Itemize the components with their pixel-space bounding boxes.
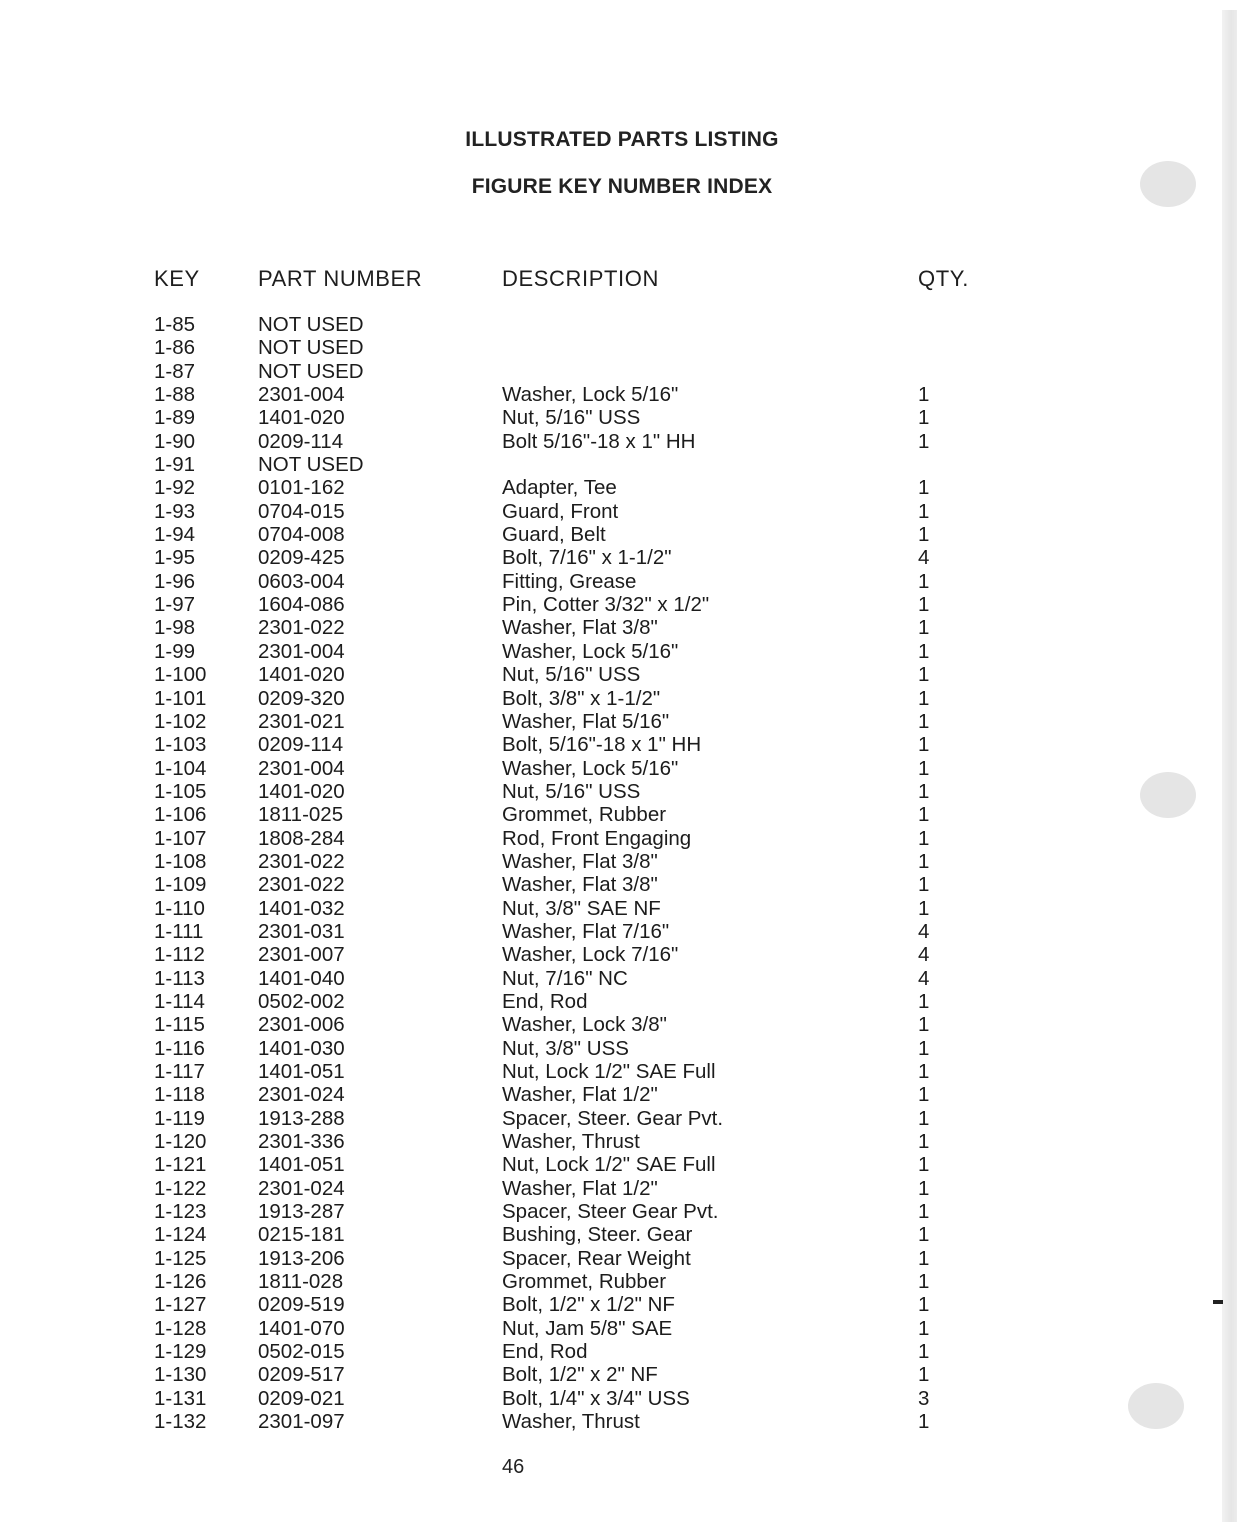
cell-key: 1-90 <box>154 429 196 453</box>
cell-description: Fitting, Grease <box>502 569 637 593</box>
punch-hole-middle <box>1140 772 1196 818</box>
cell-description: Pin, Cotter 3/32" x 1/2" <box>502 593 710 617</box>
cell-qty: 1 <box>918 733 930 757</box>
cell-key: 1-129 <box>154 1340 207 1364</box>
table-row <box>0 1387 1100 1410</box>
cell-key: 1-106 <box>154 803 207 827</box>
cell-qty: 1 <box>918 1200 930 1224</box>
table-row <box>0 1083 1100 1106</box>
cell-part-number: NOT USED <box>258 336 364 360</box>
cell-part-number: 1913-206 <box>258 1246 345 1270</box>
cell-qty: 1 <box>918 803 930 827</box>
table-row <box>0 1340 1100 1363</box>
table-row <box>0 1363 1100 1386</box>
cell-qty: 1 <box>918 1363 930 1387</box>
cell-description: Grommet, Rubber <box>502 1270 667 1294</box>
table-row <box>0 640 1100 663</box>
cell-part-number: 0704-015 <box>258 499 345 523</box>
cell-qty: 1 <box>918 779 930 803</box>
cell-description: Nut, 5/16" USS <box>502 406 641 430</box>
cell-key: 1-97 <box>154 593 196 617</box>
cell-key: 1-94 <box>154 523 196 547</box>
cell-description: Washer, Flat 1/2" <box>502 1083 658 1107</box>
cell-description: Bolt, 1/2" x 1/2" NF <box>502 1293 675 1317</box>
cell-description: End, Rod <box>502 989 588 1013</box>
cell-key: 1-114 <box>154 989 205 1013</box>
cell-key: 1-110 <box>154 896 205 920</box>
cell-key: 1-109 <box>154 873 207 897</box>
cell-part-number: 2301-004 <box>258 639 345 663</box>
cell-part-number: 2301-031 <box>258 919 345 943</box>
cell-qty: 1 <box>918 569 930 593</box>
cell-key: 1-125 <box>154 1246 207 1270</box>
table-row <box>0 873 1100 896</box>
cell-description: Bolt, 1/4" x 3/4" USS <box>502 1386 690 1410</box>
cell-description: Washer, Lock 5/16" <box>502 756 679 780</box>
cell-part-number: 0209-425 <box>258 546 345 570</box>
cell-part-number: 0209-519 <box>258 1293 345 1317</box>
cell-key: 1-115 <box>154 1013 205 1037</box>
table-row <box>0 360 1100 383</box>
table-row <box>0 1153 1100 1176</box>
cell-description: Adapter, Tee <box>502 476 617 500</box>
cell-key: 1-111 <box>154 919 204 943</box>
table-row <box>0 1060 1100 1083</box>
cell-key: 1-88 <box>154 383 196 407</box>
cell-key: 1-131 <box>154 1386 207 1410</box>
cell-qty: 1 <box>918 1270 930 1294</box>
table-row <box>0 546 1100 569</box>
cell-description: Nut, 5/16" USS <box>502 663 641 687</box>
cell-qty: 1 <box>918 593 930 617</box>
cell-key: 1-102 <box>154 709 207 733</box>
cell-key: 1-119 <box>154 1106 205 1130</box>
punch-hole-bottom <box>1128 1383 1184 1429</box>
cell-description: Grommet, Rubber <box>502 803 667 827</box>
cell-description: Nut, 7/16" NC <box>502 966 628 990</box>
table-row <box>0 803 1100 826</box>
document-subtitle: FIGURE KEY NUMBER INDEX <box>471 175 773 198</box>
cell-part-number: 1401-020 <box>258 663 345 687</box>
cell-key: 1-100 <box>154 663 207 687</box>
cell-part-number: 1401-051 <box>258 1060 345 1083</box>
cell-part-number: 2301-021 <box>258 709 345 733</box>
table-row <box>0 1130 1100 1153</box>
cell-qty: 1 <box>918 1013 930 1037</box>
cell-part-number: 1808-284 <box>258 826 345 850</box>
table-row <box>0 500 1100 523</box>
table-row <box>0 1247 1100 1270</box>
cell-description: Nut, 5/16" USS <box>502 779 641 803</box>
cell-part-number: 1811-025 <box>258 803 344 827</box>
cell-part-number: 2301-022 <box>258 849 345 873</box>
cell-qty: 1 <box>918 499 930 523</box>
cell-qty: 1 <box>918 1293 930 1317</box>
table-row <box>0 1037 1100 1060</box>
table-row <box>0 570 1100 593</box>
table-row <box>0 897 1100 920</box>
table-row <box>0 336 1100 359</box>
cell-part-number: 2301-022 <box>258 616 345 640</box>
cell-key: 1-124 <box>154 1223 207 1247</box>
cell-part-number: 1401-020 <box>258 406 345 430</box>
table-row <box>0 476 1100 499</box>
table-row <box>0 1293 1100 1316</box>
cell-part-number: 2301-336 <box>258 1130 345 1154</box>
cell-key: 1-89 <box>154 406 196 430</box>
cell-key: 1-87 <box>154 359 196 383</box>
cell-qty: 1 <box>918 1316 930 1340</box>
cell-description: Washer, Flat 3/8" <box>502 873 658 897</box>
cell-part-number: 2301-024 <box>258 1176 345 1200</box>
cell-key: 1-98 <box>154 616 196 640</box>
cell-description: Washer, Lock 3/8" <box>502 1013 667 1037</box>
cell-key: 1-113 <box>154 966 205 990</box>
cell-description: Washer, Lock 5/16" <box>502 639 679 663</box>
cell-part-number: 0209-114 <box>258 429 344 453</box>
table-row <box>0 687 1100 710</box>
cell-description: Rod, Front Engaging <box>502 826 692 850</box>
cell-description: Bolt 5/16"-18 x 1" HH <box>502 429 696 453</box>
cell-description: Nut, Jam 5/8" SAE <box>502 1316 673 1340</box>
table-row <box>0 990 1100 1013</box>
cell-description: Washer, Thrust <box>502 1130 640 1154</box>
table-row <box>0 827 1100 850</box>
table-row <box>0 1013 1100 1036</box>
page-number: 46 <box>502 1456 525 1478</box>
cell-part-number: 1604-086 <box>258 593 345 617</box>
cell-key: 1-93 <box>154 499 196 523</box>
cell-description: Washer, Thrust <box>502 1410 640 1434</box>
cell-key: 1-123 <box>154 1200 207 1224</box>
cell-part-number: 0209-114 <box>258 733 344 757</box>
cell-description: Washer, Flat 3/8" <box>502 616 658 640</box>
cell-part-number: 2301-024 <box>258 1083 345 1107</box>
cell-qty: 1 <box>918 826 930 850</box>
cell-key: 1-121 <box>154 1153 207 1177</box>
table-row <box>0 406 1100 429</box>
cell-qty: 1 <box>918 1106 930 1130</box>
cell-qty: 1 <box>918 523 930 547</box>
column-header-description: DESCRIPTION <box>502 266 659 291</box>
cell-key: 1-105 <box>154 779 207 803</box>
cell-description: Washer, Flat 1/2" <box>502 1176 658 1200</box>
cell-qty: 1 <box>918 639 930 663</box>
table-row <box>0 616 1100 639</box>
table-row <box>0 1270 1100 1293</box>
cell-key: 1-128 <box>154 1316 207 1340</box>
table-row <box>0 663 1100 686</box>
cell-qty: 1 <box>918 616 930 640</box>
cell-part-number: 0502-015 <box>258 1340 345 1364</box>
cell-qty: 4 <box>918 546 930 570</box>
cell-key: 1-92 <box>154 476 196 500</box>
table-row <box>0 593 1100 616</box>
cell-key: 1-112 <box>154 943 205 967</box>
cell-key: 1-117 <box>154 1060 205 1083</box>
cell-description: Washer, Flat 7/16" <box>502 919 670 943</box>
cell-key: 1-126 <box>154 1270 207 1294</box>
cell-part-number: 1401-032 <box>258 896 345 920</box>
cell-qty: 1 <box>918 1060 930 1083</box>
cell-qty: 1 <box>918 1223 930 1247</box>
cell-qty: 1 <box>918 663 930 687</box>
cell-key: 1-116 <box>154 1036 205 1060</box>
cell-key: 1-122 <box>154 1176 207 1200</box>
cell-key: 1-127 <box>154 1293 207 1317</box>
cell-key: 1-96 <box>154 569 196 593</box>
table-row <box>0 967 1100 990</box>
column-header-part-number: PART NUMBER <box>258 266 423 291</box>
table-row <box>0 313 1100 336</box>
cell-part-number: 1401-020 <box>258 779 345 803</box>
cell-description: Bolt, 7/16" x 1-1/2" <box>502 546 672 570</box>
cell-description: Bolt, 5/16"-18 x 1" HH <box>502 733 702 757</box>
cell-key: 1-130 <box>154 1363 207 1387</box>
column-header-key: KEY <box>154 266 200 291</box>
cell-qty: 1 <box>918 429 930 453</box>
cell-part-number: 1913-288 <box>258 1106 345 1130</box>
cell-qty: 4 <box>918 943 930 967</box>
cell-description: Guard, Belt <box>502 523 606 547</box>
parts-table-body <box>0 313 1100 1434</box>
cell-description: Nut, Lock 1/2" SAE Full <box>502 1060 716 1083</box>
cell-part-number: 0209-320 <box>258 686 345 710</box>
cell-part-number: 2301-006 <box>258 1013 345 1037</box>
cell-qty: 3 <box>918 1386 930 1410</box>
cell-qty: 1 <box>918 1410 930 1434</box>
cell-qty: 1 <box>918 1246 930 1270</box>
cell-part-number: 0209-021 <box>258 1386 345 1410</box>
cell-part-number: 0215-181 <box>258 1223 345 1247</box>
cell-part-number: 0209-517 <box>258 1363 345 1387</box>
table-row <box>0 757 1100 780</box>
cell-description: Washer, Flat 5/16" <box>502 709 670 733</box>
cell-qty: 1 <box>918 756 930 780</box>
cell-key: 1-86 <box>154 336 196 360</box>
cell-qty: 1 <box>918 476 930 500</box>
cell-description: Bushing, Steer. Gear <box>502 1223 693 1247</box>
cell-qty: 4 <box>918 919 930 943</box>
cell-key: 1-118 <box>154 1083 205 1107</box>
cell-qty: 4 <box>918 966 930 990</box>
cell-part-number: 1401-030 <box>258 1036 345 1060</box>
table-row <box>0 1107 1100 1130</box>
table-row <box>0 943 1100 966</box>
cell-description: Nut, 3/8" USS <box>502 1036 629 1060</box>
cell-part-number: 2301-007 <box>258 943 345 967</box>
cell-description: Nut, 3/8" SAE NF <box>502 896 661 920</box>
table-row <box>0 383 1100 406</box>
cell-qty: 1 <box>918 849 930 873</box>
table-row <box>0 1177 1100 1200</box>
cell-key: 1-104 <box>154 756 207 780</box>
table-row <box>0 710 1100 733</box>
cell-key: 1-107 <box>154 826 207 850</box>
cell-description: Washer, Lock 7/16" <box>502 943 679 967</box>
table-row <box>0 850 1100 873</box>
cell-description: Bolt, 3/8" x 1-1/2" <box>502 686 661 710</box>
table-row <box>0 1200 1100 1223</box>
cell-part-number: 1401-051 <box>258 1153 345 1177</box>
cell-description: Washer, Lock 5/16" <box>502 383 679 407</box>
edge-mark <box>1213 1300 1223 1304</box>
cell-qty: 1 <box>918 873 930 897</box>
cell-key: 1-103 <box>154 733 207 757</box>
document-title: ILLUSTRATED PARTS LISTING <box>465 128 779 151</box>
cell-qty: 1 <box>918 686 930 710</box>
cell-qty: 1 <box>918 989 930 1013</box>
cell-qty: 1 <box>918 1153 930 1177</box>
cell-key: 1-120 <box>154 1130 207 1154</box>
cell-part-number: 0502-002 <box>258 989 345 1013</box>
cell-description: Bolt, 1/2" x 2" NF <box>502 1363 658 1387</box>
cell-key: 1-91 <box>154 453 196 477</box>
cell-part-number: 2301-004 <box>258 383 345 407</box>
cell-key: 1-108 <box>154 849 207 873</box>
cell-description: Spacer, Steer Gear Pvt. <box>502 1200 719 1224</box>
cell-qty: 1 <box>918 406 930 430</box>
cell-qty: 1 <box>918 896 930 920</box>
cell-qty: 1 <box>918 1340 930 1364</box>
cell-part-number: 2301-097 <box>258 1410 345 1434</box>
cell-part-number: NOT USED <box>258 313 364 336</box>
cell-part-number: 1401-070 <box>258 1316 345 1340</box>
cell-part-number: NOT USED <box>258 359 364 383</box>
cell-part-number: 1913-287 <box>258 1200 345 1224</box>
table-row <box>0 1410 1100 1433</box>
cell-part-number: 2301-022 <box>258 873 345 897</box>
cell-description: Guard, Front <box>502 499 619 523</box>
cell-part-number: 1811-028 <box>258 1270 344 1294</box>
cell-part-number: 0704-008 <box>258 523 345 547</box>
cell-qty: 1 <box>918 1083 930 1107</box>
cell-qty: 1 <box>918 383 930 407</box>
cell-qty: 1 <box>918 1130 930 1154</box>
table-row <box>0 1317 1100 1340</box>
cell-key: 1-99 <box>154 639 196 663</box>
cell-description: End, Rod <box>502 1340 588 1364</box>
cell-part-number: 0603-004 <box>258 569 345 593</box>
cell-description: Washer, Flat 3/8" <box>502 849 658 873</box>
table-row <box>0 780 1100 803</box>
cell-part-number: 1401-040 <box>258 966 345 990</box>
column-header-qty: QTY. <box>918 266 969 291</box>
cell-part-number: 0101-162 <box>258 476 345 500</box>
cell-qty: 1 <box>918 1036 930 1060</box>
cell-description: Spacer, Steer. Gear Pvt. <box>502 1106 724 1130</box>
cell-key: 1-85 <box>154 313 196 336</box>
page-edge-shadow <box>1222 10 1237 1522</box>
cell-qty: 1 <box>918 1176 930 1200</box>
table-row <box>0 733 1100 756</box>
table-row <box>0 523 1100 546</box>
table-row <box>0 1223 1100 1246</box>
cell-part-number: NOT USED <box>258 453 364 477</box>
cell-key: 1-101 <box>154 686 207 710</box>
cell-description: Spacer, Rear Weight <box>502 1246 691 1270</box>
table-row <box>0 920 1100 943</box>
cell-description: Nut, Lock 1/2" SAE Full <box>502 1153 716 1177</box>
table-row <box>0 430 1100 453</box>
cell-part-number: 2301-004 <box>258 756 345 780</box>
cell-key: 1-132 <box>154 1410 207 1434</box>
table-row <box>0 453 1100 476</box>
cell-qty: 1 <box>918 709 930 733</box>
cell-key: 1-95 <box>154 546 196 570</box>
